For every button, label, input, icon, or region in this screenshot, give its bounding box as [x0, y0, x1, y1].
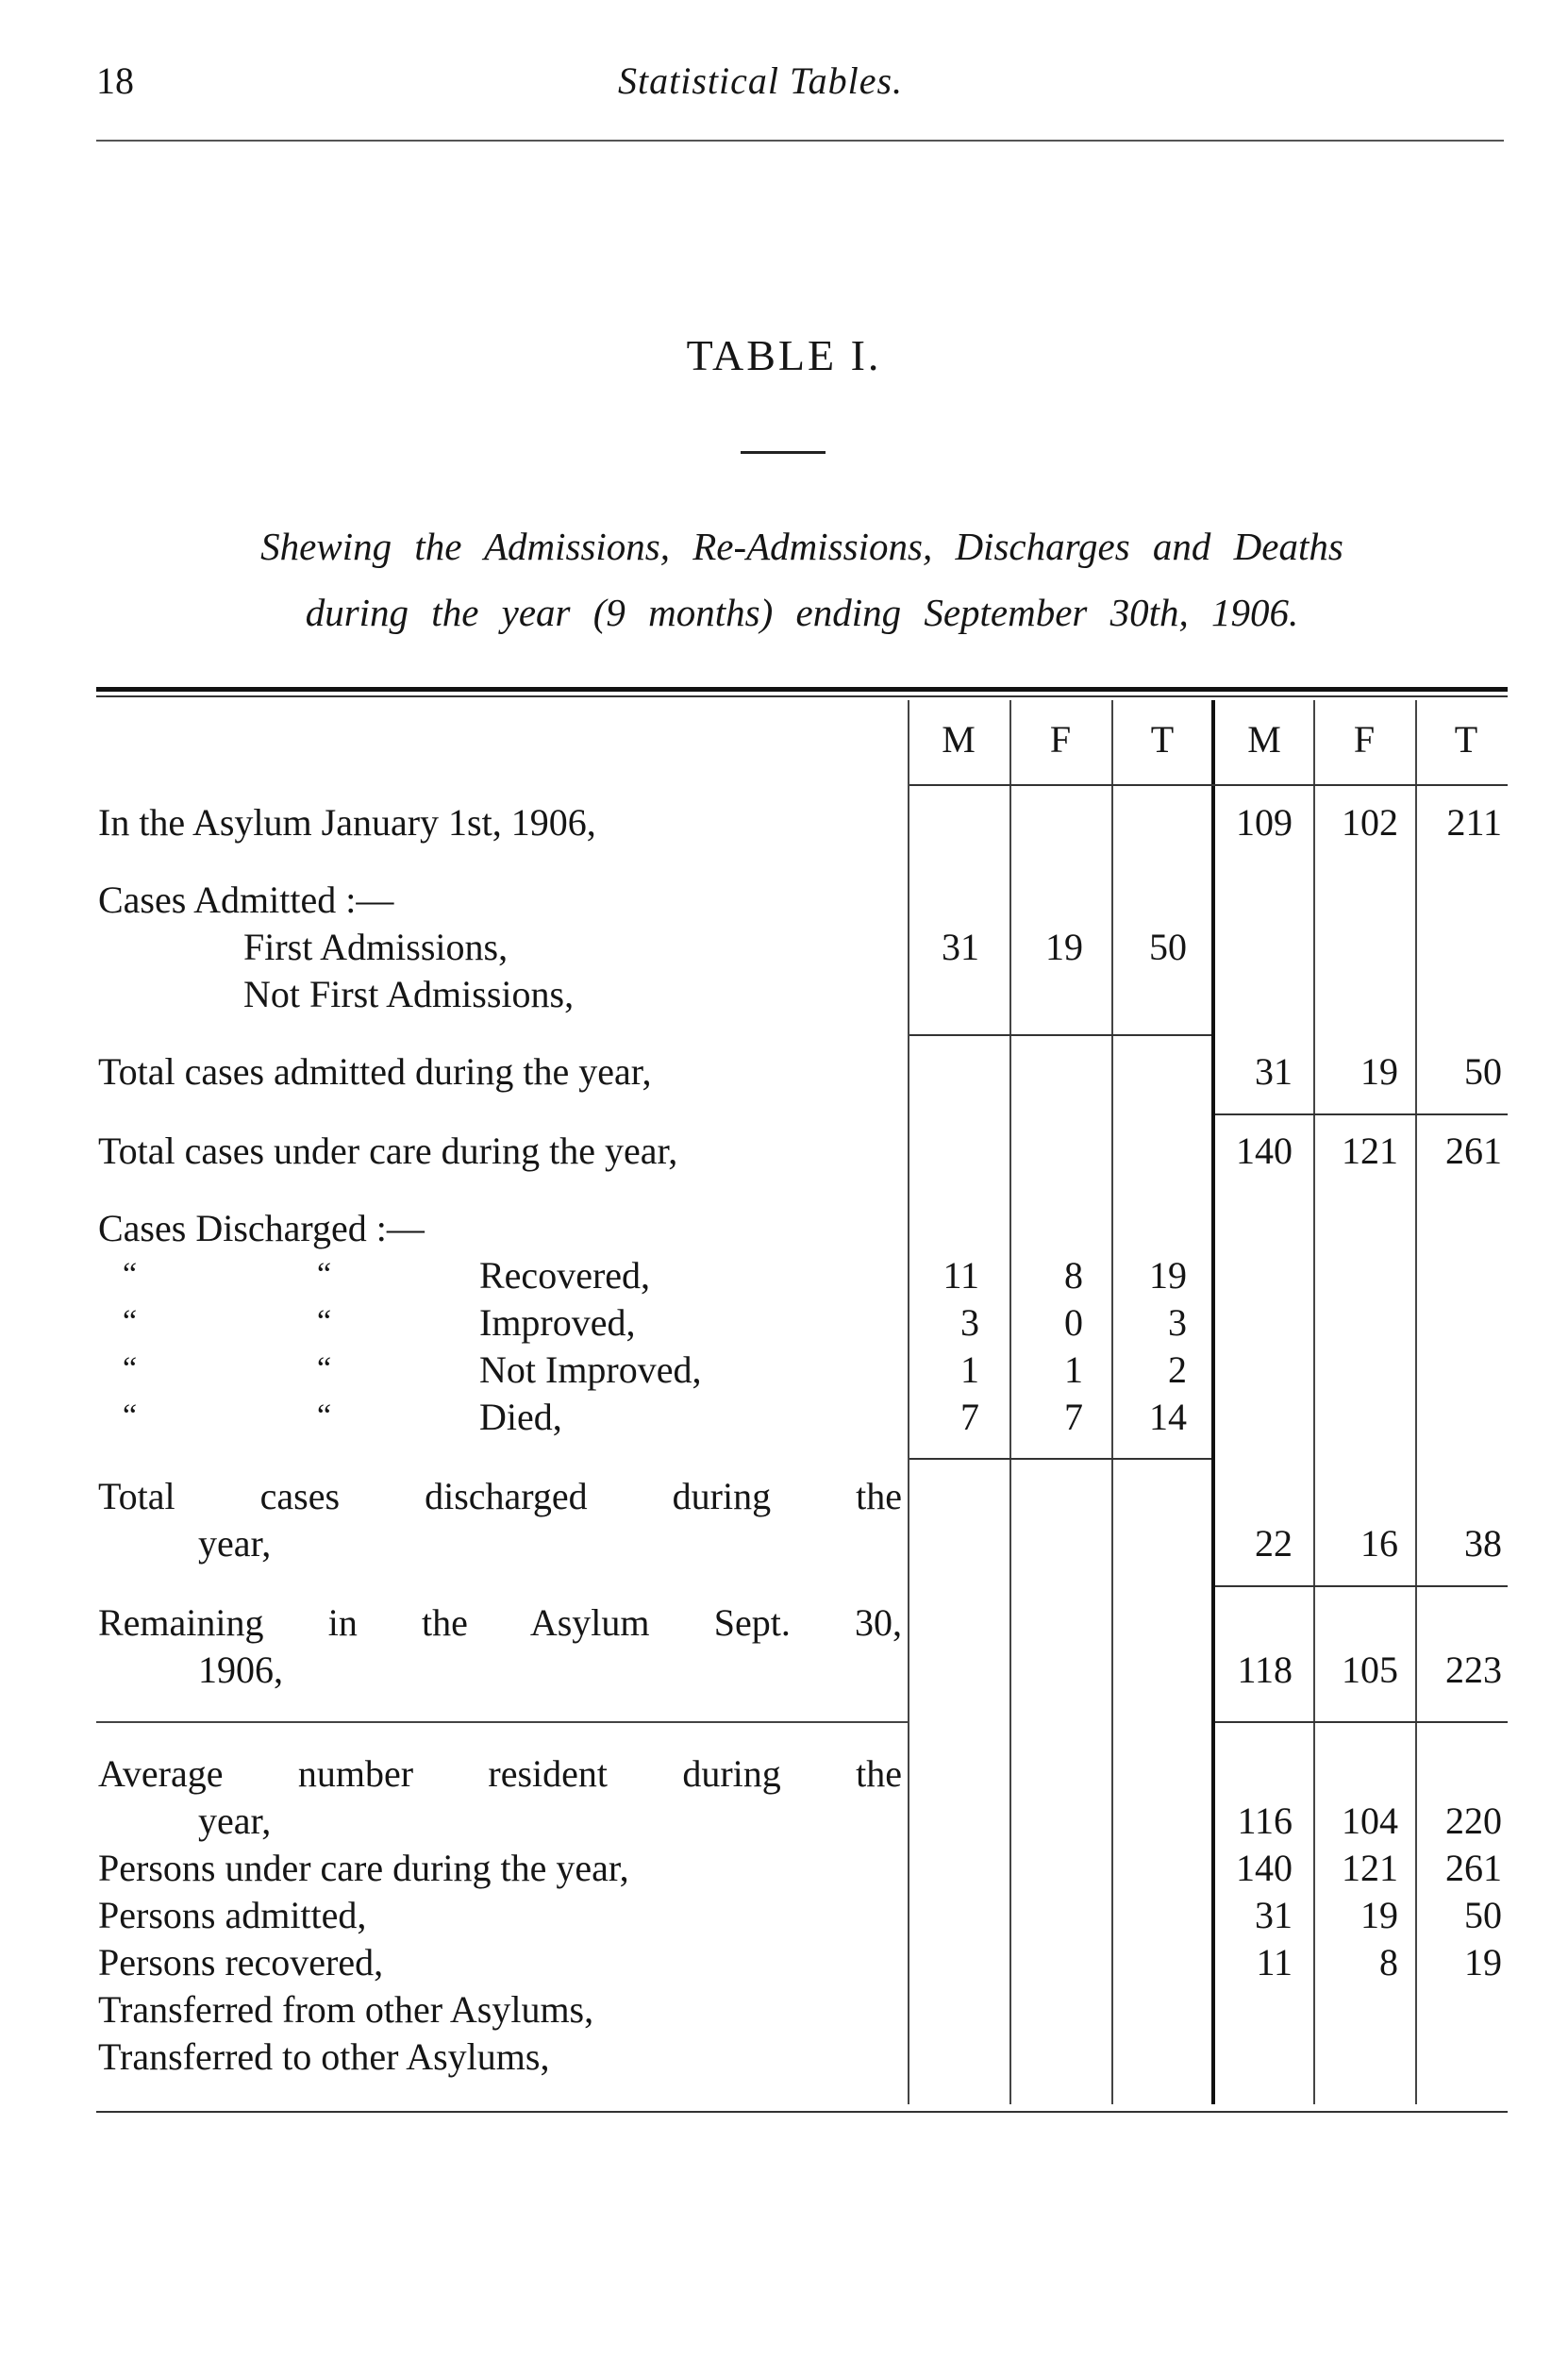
col-header-f-left: F — [1049, 718, 1072, 761]
row-label-improved: Improved, — [479, 1301, 636, 1344]
cell: 118 — [1237, 1649, 1293, 1691]
cell: 19 — [1045, 926, 1083, 968]
cell: 261 — [1445, 1130, 1502, 1172]
row-label-persons-admitted: Persons admitted, — [98, 1894, 367, 1936]
ditto-mark: “ — [317, 1257, 332, 1292]
row-label-persons-recovered: Persons recovered, — [98, 1941, 384, 1983]
cell: 102 — [1342, 801, 1398, 844]
row-label-total-discharged-cont: year, — [198, 1522, 272, 1565]
row-label-transferred-from: Transferred from other Asylums, — [98, 1988, 594, 2031]
cell: 7 — [1064, 1396, 1083, 1438]
cell: 8 — [1379, 1941, 1398, 1983]
cell: 220 — [1445, 1799, 1502, 1842]
section-rule-right — [1215, 1721, 1508, 1723]
ditto-mark: “ — [123, 1398, 138, 1433]
header-underline — [909, 784, 1508, 786]
row-label-transferred-to: Transferred to other Asylums, — [98, 2035, 550, 2078]
cell: 14 — [1149, 1396, 1187, 1438]
column-divider — [1009, 700, 1011, 2104]
cell: 50 — [1149, 926, 1187, 968]
cell: 50 — [1464, 1894, 1502, 1936]
cell: 19 — [1149, 1254, 1187, 1297]
col-header-m-right: M — [1247, 718, 1281, 761]
cell: 0 — [1064, 1301, 1083, 1344]
row-label-not-improved: Not Improved, — [479, 1348, 702, 1391]
cell: 1 — [1064, 1348, 1083, 1391]
cell: 121 — [1342, 1130, 1398, 1172]
row-label-in-asylum: In the Asylum January 1st, 1906, — [98, 801, 596, 844]
row-label-cases-admitted: Cases Admitted :— — [98, 879, 394, 921]
running-title: Statistical Tables. — [618, 59, 904, 102]
cell: 31 — [1255, 1050, 1293, 1093]
row-label-average-resident: Average number resident during the — [98, 1752, 902, 1795]
page-number: 18 — [96, 59, 134, 102]
cell: 105 — [1342, 1649, 1398, 1691]
col-header-f-right: F — [1353, 718, 1376, 761]
cell: 50 — [1464, 1050, 1502, 1093]
cell: 261 — [1445, 1847, 1502, 1889]
header-rule — [96, 140, 1504, 142]
col-header-t-right: T — [1454, 718, 1478, 761]
subtotal-rule — [909, 1034, 1211, 1036]
cell: 19 — [1360, 1894, 1398, 1936]
ditto-mark: “ — [123, 1351, 138, 1386]
cell: 22 — [1255, 1522, 1293, 1565]
section-rule — [96, 1721, 909, 1723]
subtotal-rule — [1215, 1113, 1508, 1115]
ditto-mark: “ — [317, 1398, 332, 1433]
cell: 211 — [1446, 801, 1502, 844]
ditto-mark: “ — [123, 1304, 138, 1339]
column-divider — [908, 700, 909, 2104]
row-label-total-under-care: Total cases under care during the year, — [98, 1130, 678, 1172]
col-header-m-left: M — [942, 718, 976, 761]
column-divider — [1415, 700, 1417, 2104]
cell: 3 — [960, 1301, 979, 1344]
cell: 19 — [1464, 1941, 1502, 1983]
caption-line-2: during the year (9 months) ending September 30th, 1906. — [305, 591, 1299, 634]
table-top-rule-thin — [96, 695, 1508, 697]
column-divider-thick — [1211, 700, 1215, 2104]
cell: 7 — [960, 1396, 979, 1438]
col-header-t-left: T — [1150, 718, 1175, 761]
ditto-mark: “ — [317, 1304, 332, 1339]
column-divider — [1111, 700, 1113, 2104]
row-label-total-discharged: Total cases discharged during the — [98, 1475, 902, 1517]
ditto-mark: “ — [317, 1351, 332, 1386]
cell: 140 — [1236, 1847, 1293, 1889]
table-title: TABLE I. — [686, 331, 882, 379]
caption-line-1: Shewing the Admissions, Re-Admissions, Discharges and Deaths — [260, 525, 1343, 568]
row-label-cases-discharged: Cases Discharged :— — [98, 1207, 425, 1249]
cell: 140 — [1236, 1130, 1293, 1172]
title-rule — [741, 451, 826, 454]
table-bottom-rule — [96, 2111, 1508, 2113]
cell: 3 — [1168, 1301, 1187, 1344]
cell: 116 — [1237, 1799, 1293, 1842]
cell: 31 — [1255, 1894, 1293, 1936]
cell: 121 — [1342, 1847, 1398, 1889]
table-top-rule — [96, 687, 1508, 692]
cell: 8 — [1064, 1254, 1083, 1297]
cell: 1 — [960, 1348, 979, 1391]
row-label-total-admitted: Total cases admitted during the year, — [98, 1050, 652, 1093]
row-label-not-first-admissions: Not First Admissions, — [243, 973, 575, 1015]
row-label-remaining: Remaining in the Asylum Sept. 30, — [98, 1601, 902, 1644]
cell: 109 — [1236, 801, 1293, 844]
cell: 38 — [1464, 1522, 1502, 1565]
cell: 11 — [942, 1254, 979, 1297]
cell: 11 — [1256, 1941, 1293, 1983]
subtotal-rule — [909, 1458, 1211, 1460]
row-label-average-resident-cont: year, — [198, 1799, 272, 1842]
row-label-recovered: Recovered, — [479, 1254, 651, 1297]
subtotal-rule — [1215, 1585, 1508, 1587]
cell: 16 — [1360, 1522, 1398, 1565]
cell: 223 — [1445, 1649, 1502, 1691]
cell: 104 — [1342, 1799, 1398, 1842]
row-label-remaining-cont: 1906, — [198, 1649, 283, 1691]
ditto-mark: “ — [123, 1257, 138, 1292]
column-divider — [1313, 700, 1315, 2104]
row-label-died: Died, — [479, 1396, 562, 1438]
row-label-persons-under-care: Persons under care during the year, — [98, 1847, 629, 1889]
cell: 31 — [942, 926, 979, 968]
cell: 2 — [1168, 1348, 1187, 1391]
cell: 19 — [1360, 1050, 1398, 1093]
row-label-first-admissions: First Admissions, — [243, 926, 509, 968]
